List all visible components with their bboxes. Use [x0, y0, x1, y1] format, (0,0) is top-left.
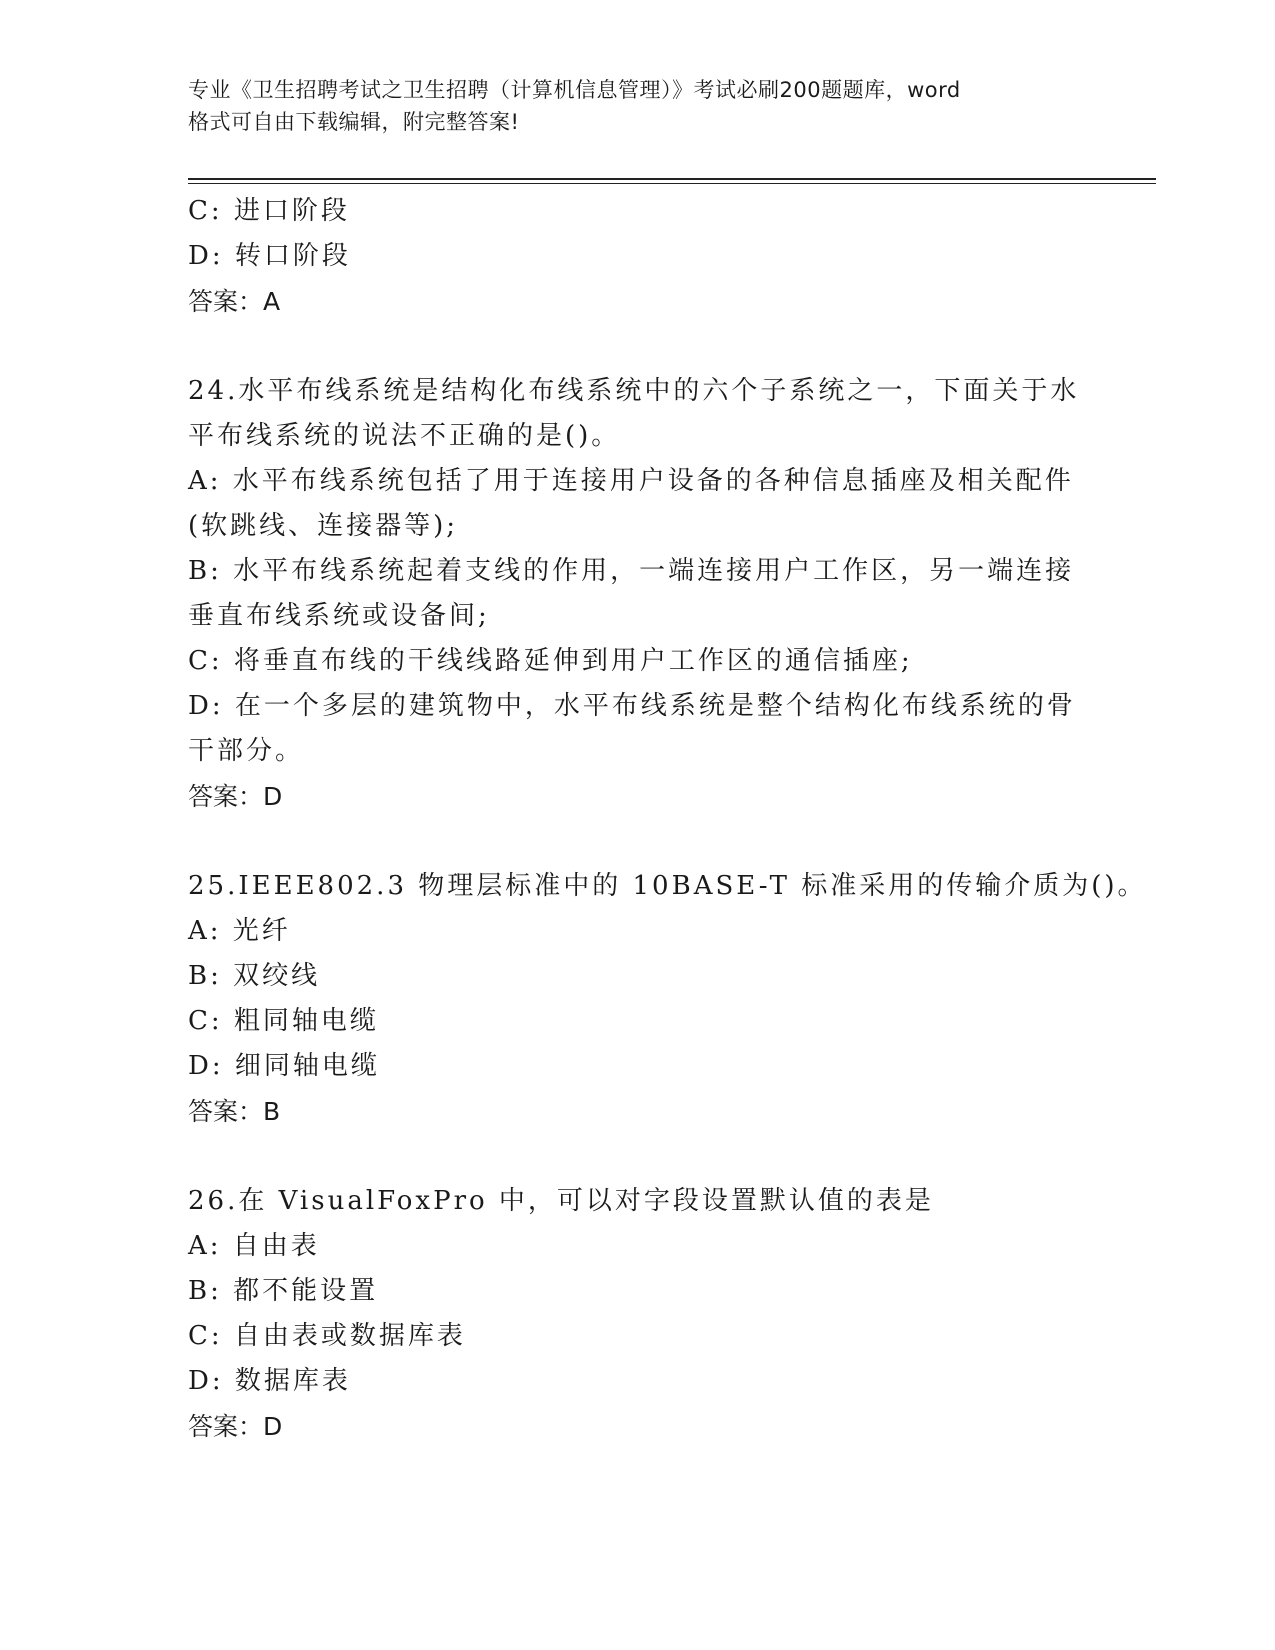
spacer [188, 1134, 1088, 1179]
option-c: C: 自由表或数据库表 [188, 1321, 466, 1351]
question-stem: 26.在 VisualFoxPro 中，可以对字段设置默认值的表是 [188, 1186, 934, 1216]
answer-line: 答案：B [188, 1097, 281, 1126]
question-25 [188, 864, 1147, 1134]
option-d: D: 细同轴电缆 [188, 1051, 380, 1081]
option-d-continued: 干部分。 [188, 736, 305, 766]
option-b: B: 都不能设置 [188, 1276, 379, 1306]
question-stem: 24.水平布线系统是结构化布线系统中的六个子系统之一，下面关于水 [188, 376, 1080, 406]
header-divider-thin [188, 183, 1156, 184]
option-a-continued: (软跳线、连接器等); [188, 511, 459, 541]
question-24 [188, 369, 1088, 819]
question-23-tail [188, 189, 1088, 324]
question-content [188, 189, 1147, 1449]
answer-line: 答案：D [188, 782, 283, 811]
page-header [188, 74, 1088, 138]
option-a: A: 水平布线系统包括了用于连接用户设备的各种信息插座及相关配件 [188, 466, 1074, 496]
question-stem-continued: 平布线系统的说法不正确的是()。 [188, 421, 621, 451]
option-b: B: 水平布线系统起着支线的作用，一端连接用户工作区，另一端连接 [188, 556, 1075, 586]
option-d: D: 数据库表 [188, 1366, 351, 1396]
spacer [188, 324, 1088, 369]
option-a: A: 自由表 [188, 1231, 320, 1261]
header-divider-thick [188, 178, 1156, 180]
option-d: D: 在一个多层的建筑物中，水平布线系统是整个结构化布线系统的骨 [188, 691, 1076, 721]
header-line-2: 格式可自由下载编辑，附完整答案! [188, 110, 520, 134]
option-a: A: 光纤 [188, 916, 291, 946]
option-b: B: 双绞线 [188, 961, 321, 991]
question-26 [188, 1179, 1088, 1449]
header-line-1: 专业《卫生招聘考试之卫生招聘（计算机信息管理）》考试必刷200题题库，word [188, 78, 961, 102]
option-c: C: 将垂直布线的干线线路延伸到用户工作区的通信插座; [188, 646, 913, 676]
answer-line: 答案：A [188, 287, 281, 316]
option-d: D: 转口阶段 [188, 241, 351, 271]
option-c: C: 粗同轴电缆 [188, 1006, 379, 1036]
option-b-continued: 垂直布线系统或设备间; [188, 601, 490, 631]
question-stem: 25.IEEE802.3 物理层标准中的 10BASE-T 标准采用的传输介质为()。 [188, 871, 1147, 901]
answer-line: 答案：D [188, 1412, 283, 1441]
spacer [188, 819, 1088, 864]
option-c: C: 进口阶段 [188, 196, 350, 226]
